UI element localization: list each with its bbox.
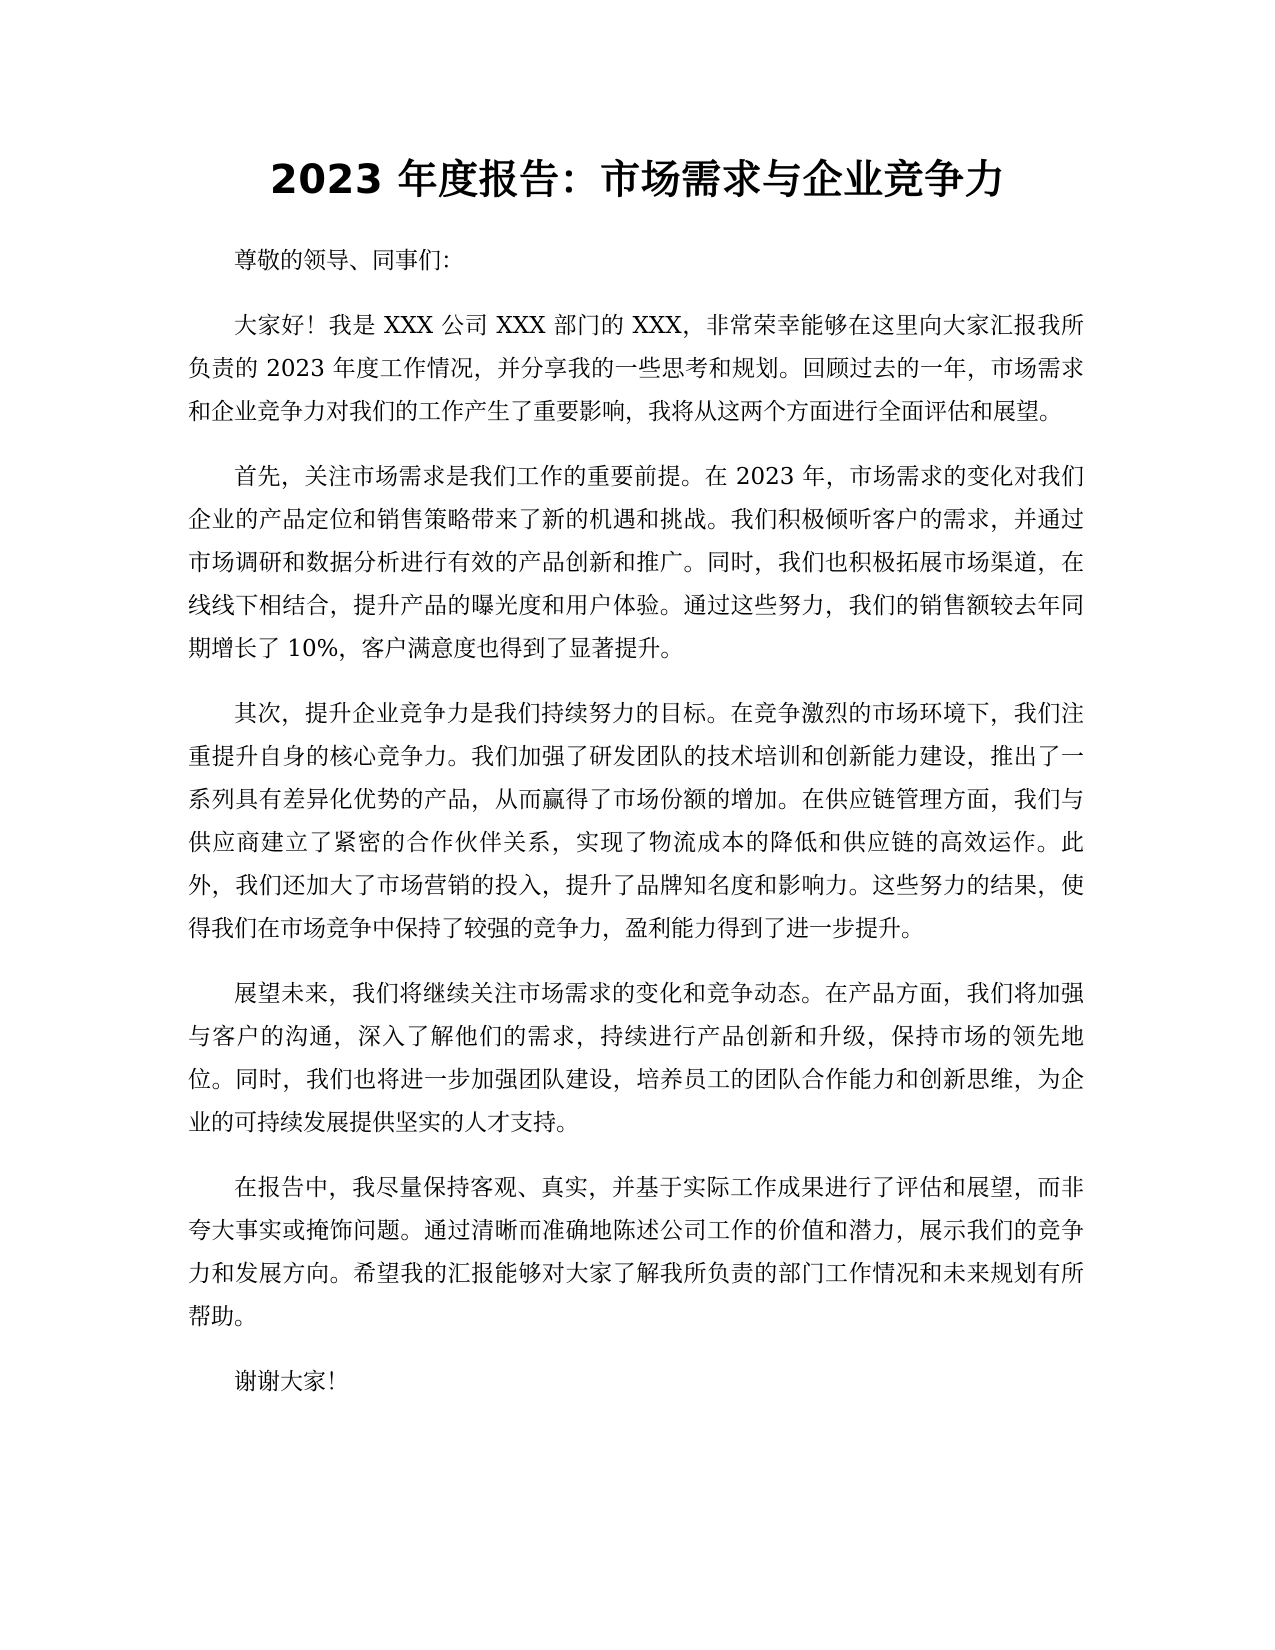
paragraph-objectivity: 在报告中，我尽量保持客观、真实，并基于实际工作成果进行了评估和展望，而非夸大事实或掩饰问题。通过清晰而准确地陈述公司工作的价值和潜力，展示我们的竞争力和发展方向。希望我的汇报能够对大家了解我所负责的部门工作情况和未来规划有所帮助。 xyxy=(188,1175,1084,1330)
paragraph-outlook: 展望未来，我们将继续关注市场需求的变化和竞争动态。在产品方面，我们将加强与客户的沟通，深入了解他们的需求，持续进行产品创新和升级，保持市场的领先地位。同时，我们也将进一步加强团队建设，培养员工的团队合作能力和创新思维，为企业的可持续发展提供坚实的人才支持。 xyxy=(188,981,1084,1136)
document-title: 2023 年度报告：市场需求与企业竞争力 xyxy=(269,157,1006,203)
salutation: 尊敬的领导、同事们： xyxy=(234,248,464,274)
paragraph-greeting: 大家好！我是 XXX 公司 XXX 部门的 XXX，非常荣幸能够在这里向大家汇报我所负责的 2023 年度工作情况，并分享我的一些思考和规划。回顾过去的一年，市场需求和企业竞争力对我们的工作产生了重要影响，我将从这两个方面进行全面评估和展望。 xyxy=(188,313,1084,425)
document-body xyxy=(188,240,1084,1426)
paragraph-competitiveness: 其次，提升企业竞争力是我们持续努力的目标。在竞争激烈的市场环境下，我们注重提升自身的核心竞争力。我们加强了研发团队的技术培训和创新能力建设，推出了一系列具有差异化优势的产品，从而赢得了市场份额的增加。在供应链管理方面，我们与供应商建立了紧密的合作伙伴关系，实现了物流成本的降低和供应链的高效运作。此外，我们还加大了市场营销的投入，提升了品牌知名度和影响力。这些努力的结果，使得我们在市场竞争中保持了较强的竞争力，盈利能力得到了进一步提升。 xyxy=(188,701,1084,942)
closing-thanks: 谢谢大家！ xyxy=(234,1369,349,1395)
paragraph-market-demand: 首先，关注市场需求是我们工作的重要前提。在 2023 年，市场需求的变化对我们企业的产品定位和销售策略带来了新的机遇和挑战。我们积极倾听客户的需求，并通过市场调研和数据分析进行有效的产品创新和推广。同时，我们也积极拓展市场渠道，在线线下相结合，提升产品的曝光度和用户体验。通过这些努力，我们的销售额较去年同期增长了 10%，客户满意度也得到了显著提升。 xyxy=(188,464,1084,662)
